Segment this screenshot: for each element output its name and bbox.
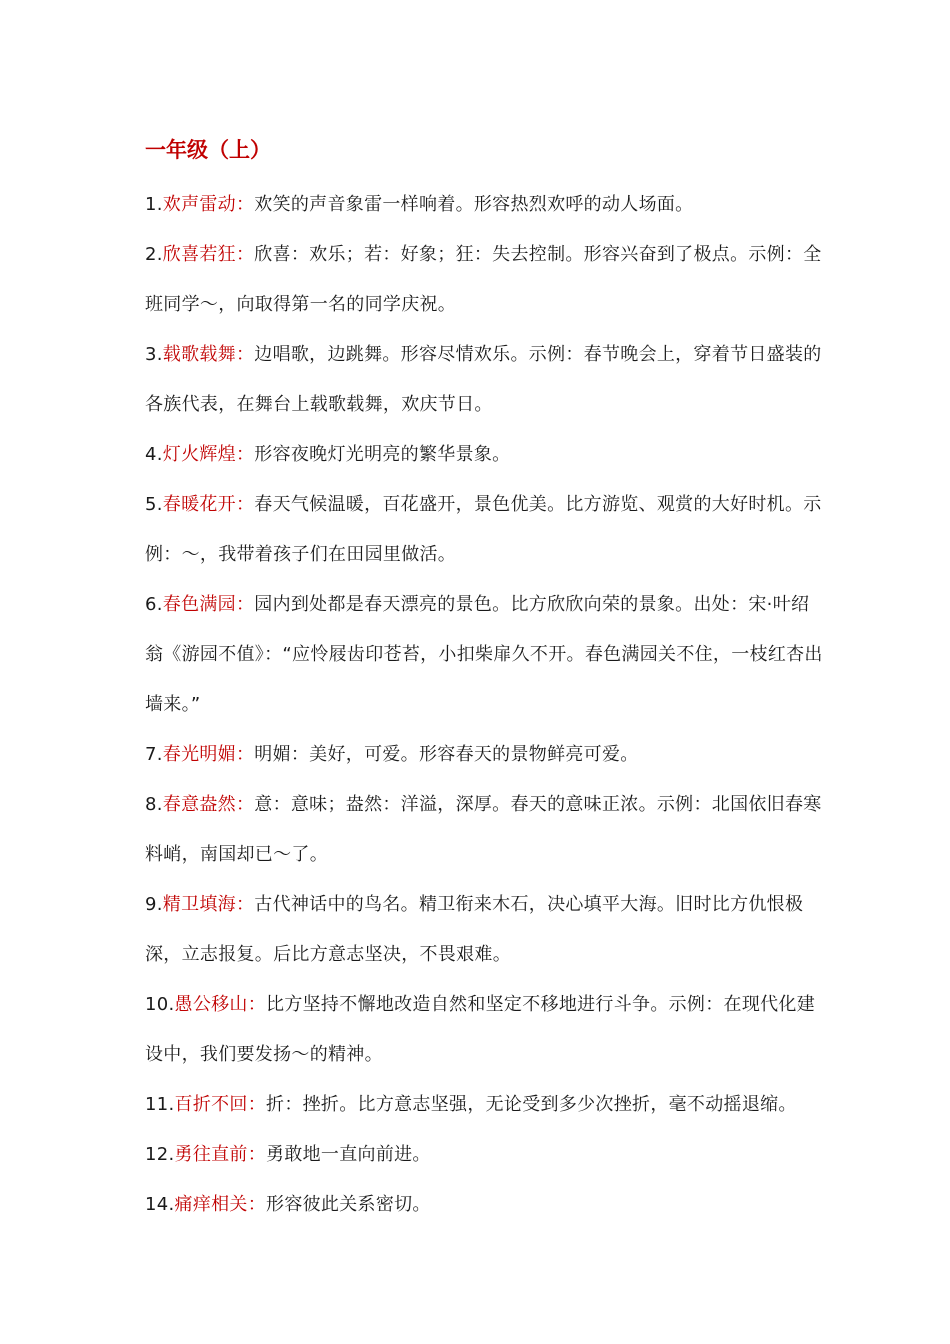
list-item xyxy=(145,880,825,980)
idiom-definition: 形容彼此关系密切。 xyxy=(266,1194,431,1215)
item-number: 1. xyxy=(145,194,163,215)
item-number: 14. xyxy=(145,1194,175,1215)
item-number: 6. xyxy=(145,594,163,615)
item-number: 12. xyxy=(145,1144,175,1165)
idiom-term: 春意盎然： xyxy=(162,794,255,815)
item-number: 10. xyxy=(145,994,175,1015)
item-number: 11. xyxy=(145,1094,175,1115)
idiom-definition: 明媚：美好，可爱。形容春天的景物鲜亮可爱。 xyxy=(254,744,639,765)
idiom-definition: 春天气候温暖，百花盛开，景色优美。比方游览、观赏的大好时机。示例：～，我带着孩子们在田园里做活。 xyxy=(145,494,822,565)
list-item xyxy=(145,580,825,730)
document-page xyxy=(145,130,825,1230)
idiom-term: 春色满园： xyxy=(162,594,255,615)
idiom-term: 勇往直前： xyxy=(174,1144,267,1165)
list-item xyxy=(145,230,825,330)
idiom-definition: 欣喜：欢乐；若：好象；狂：失去控制。形容兴奋到了极点。示例：全班同学～，向取得第一名的同学庆祝。 xyxy=(145,244,822,315)
item-number: 2. xyxy=(145,244,163,265)
idiom-term: 愚公移山： xyxy=(174,994,267,1015)
idiom-term: 灯火辉煌： xyxy=(162,444,255,465)
item-number: 3. xyxy=(145,344,163,365)
item-number: 9. xyxy=(145,894,163,915)
item-number: 5. xyxy=(145,494,163,515)
idiom-definition: 边唱歌，边跳舞。形容尽情欢乐。示例：春节晚会上，穿着节日盛装的各族代表，在舞台上载歌载舞，欢庆节日。 xyxy=(145,344,822,415)
list-item xyxy=(145,1080,825,1130)
item-number: 4. xyxy=(145,444,163,465)
list-item xyxy=(145,1130,825,1180)
idiom-term: 春暖花开： xyxy=(162,494,255,515)
idiom-term: 欢声雷动： xyxy=(162,194,255,215)
idiom-definition: 比方坚持不懈地改造自然和坚定不移地进行斗争。示例：在现代化建设中，我们要发扬～的精神。 xyxy=(145,994,816,1065)
list-item xyxy=(145,980,825,1080)
idiom-term: 痛痒相关： xyxy=(174,1194,267,1215)
section-heading: 一年级（上） xyxy=(145,138,271,162)
list-item xyxy=(145,730,825,780)
idiom-term: 春光明媚： xyxy=(162,744,255,765)
idiom-definition: 形容夜晚灯光明亮的繁华景象。 xyxy=(254,444,511,465)
item-number: 7. xyxy=(145,744,163,765)
list-item xyxy=(145,330,825,430)
idiom-term: 百折不回： xyxy=(174,1094,267,1115)
idiom-term: 载歌载舞： xyxy=(162,344,255,365)
list-item xyxy=(145,480,825,580)
idiom-definition: 勇敢地一直向前进。 xyxy=(266,1144,431,1165)
idiom-term: 精卫填海： xyxy=(162,894,255,915)
idiom-term: 欣喜若狂： xyxy=(162,244,255,265)
list-item xyxy=(145,1180,825,1230)
item-number: 8. xyxy=(145,794,163,815)
list-item xyxy=(145,180,825,230)
idiom-definition: 古代神话中的鸟名。精卫衔来木石，决心填平大海。旧时比方仇恨极深，立志报复。后比方意志坚决，不畏艰难。 xyxy=(145,894,804,965)
list-item xyxy=(145,430,825,480)
idiom-definition: 意：意味；盎然：洋溢，深厚。春天的意味正浓。示例：北国依旧春寒料峭，南国却已～了。 xyxy=(145,794,822,865)
idiom-definition: 园内到处都是春天漂亮的景色。比方欣欣向荣的景象。出处：宋·叶绍翁《游园不值》：“应怜屐齿印苍苔，小扣柴扉久不开。春色满园关不住，一枝红杏出墙来。” xyxy=(145,594,823,715)
list-item xyxy=(145,780,825,880)
idiom-definition: 欢笑的声音象雷一样响着。形容热烈欢呼的动人场面。 xyxy=(254,194,694,215)
idiom-definition: 折：挫折。比方意志坚强，无论受到多少次挫折，毫不动摇退缩。 xyxy=(266,1094,797,1115)
